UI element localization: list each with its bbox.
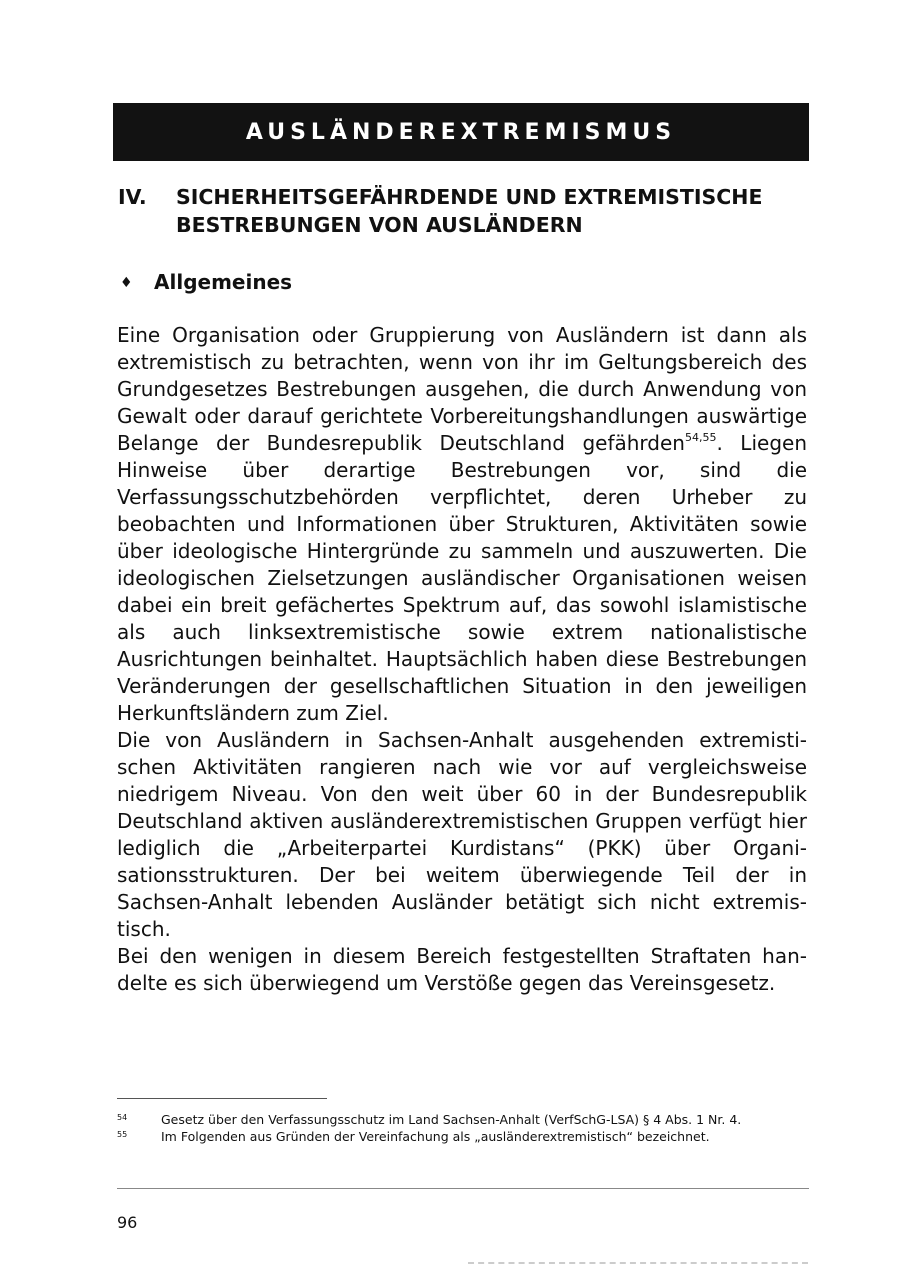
body-text <box>117 322 807 997</box>
chapter-number: IV. <box>118 185 147 209</box>
footnote-separator <box>117 1098 327 1099</box>
section-heading <box>120 268 292 297</box>
footnote-text: Gesetz über den Verfassungsschutz im Land Sachsen-Anhalt (VerfSchG-LSA) § 4 Abs. 1 Nr. 4. <box>161 1112 742 1127</box>
footnote-54 <box>117 1111 817 1128</box>
bottom-divider <box>117 1188 809 1189</box>
page-number: 96 <box>117 1213 138 1232</box>
paragraph-1-text-a: Eine Organisation oder Gruppierung von Ausländern ist dann als extremistisch zu betrachten, wenn von ihr im Geltungsbereich des Grundgesetzes Bestrebungen ausgehen, die durch Anwendung von Gewalt oder darauf gerichtete Vorbereitungshandlungen auswärtige Belange der Bundesrepublik Deutschland gefährden <box>117 323 807 455</box>
footnote-text: Im Folgenden aus Gründen der Vereinfachung als „ausländerextremistisch“ bezeichnet. <box>161 1129 710 1144</box>
banner-title: AUSLÄNDEREXTREMISMUS <box>245 119 677 145</box>
paragraph-1-text-b: . Liegen Hinweise über derartige Bestrebungen vor, sind die Verfassungsschutzbehörden verpflichtet, deren Urheber zu beobachten und Informationen über Strukturen, Aktivitäten sowie über ideologische Hintergründe zu sammeln und auszuwerten. Die ideologischen Zielsetzungen ausländischer Organisationen weisen dabei ein breit gefächertes Spektrum auf, das sowohl islamistische als auch linksextremistische sowie extrem nationalistische Ausrichtungen beinhaltet. Hauptsächlich haben diese Bestrebungen Veränderungen der gesellschaftlichen Situation in den jeweiligen Herkunftsländern zum Ziel. <box>117 431 807 725</box>
diamond-bullet-icon: ♦ <box>120 275 133 291</box>
scan-artifact-divider <box>468 1262 808 1264</box>
footnote-reference[interactable]: 54,55 <box>684 431 717 444</box>
chapter-title <box>176 183 816 239</box>
footnote-55 <box>117 1128 817 1145</box>
chapter-title-line-2: BESTREBUNGEN VON AUSLÄNDERN <box>176 213 583 237</box>
paragraph-3: Bei den wenigen in diesem Bereich festgestellten Straftaten handelte es sich überwiegend um Verstöße gegen das Vereinsgesetz. <box>117 944 807 995</box>
footnote-mark: 54 <box>117 1113 128 1122</box>
chapter-banner <box>113 103 809 161</box>
paragraph-2: Die von Ausländern in Sachsen-Anhalt ausgehenden extremistischen Aktivitäten rangieren nach wie vor auf vergleichsweise niedrigem Niveau. Von den weit über 60 in der Bundesrepublik Deutschland aktiven ausländerextremistischen Gruppen verfügt hier lediglich die „Arbeiterpartei Kurdistans“ (PKK) über Organisationsstrukturen. Der bei weitem überwiegende Teil der in Sachsen-Anhalt lebenden Ausländer betätigt sich nicht extremistisch. <box>117 728 807 941</box>
footnote-mark: 55 <box>117 1130 128 1139</box>
footnotes <box>117 1111 817 1145</box>
paragraph-1 <box>117 322 807 727</box>
section-title: Allgemeines <box>154 270 293 294</box>
chapter-title-line-1: SICHERHEITSGEFÄHRDENDE UND EXTREMISTISCHE <box>176 185 763 209</box>
